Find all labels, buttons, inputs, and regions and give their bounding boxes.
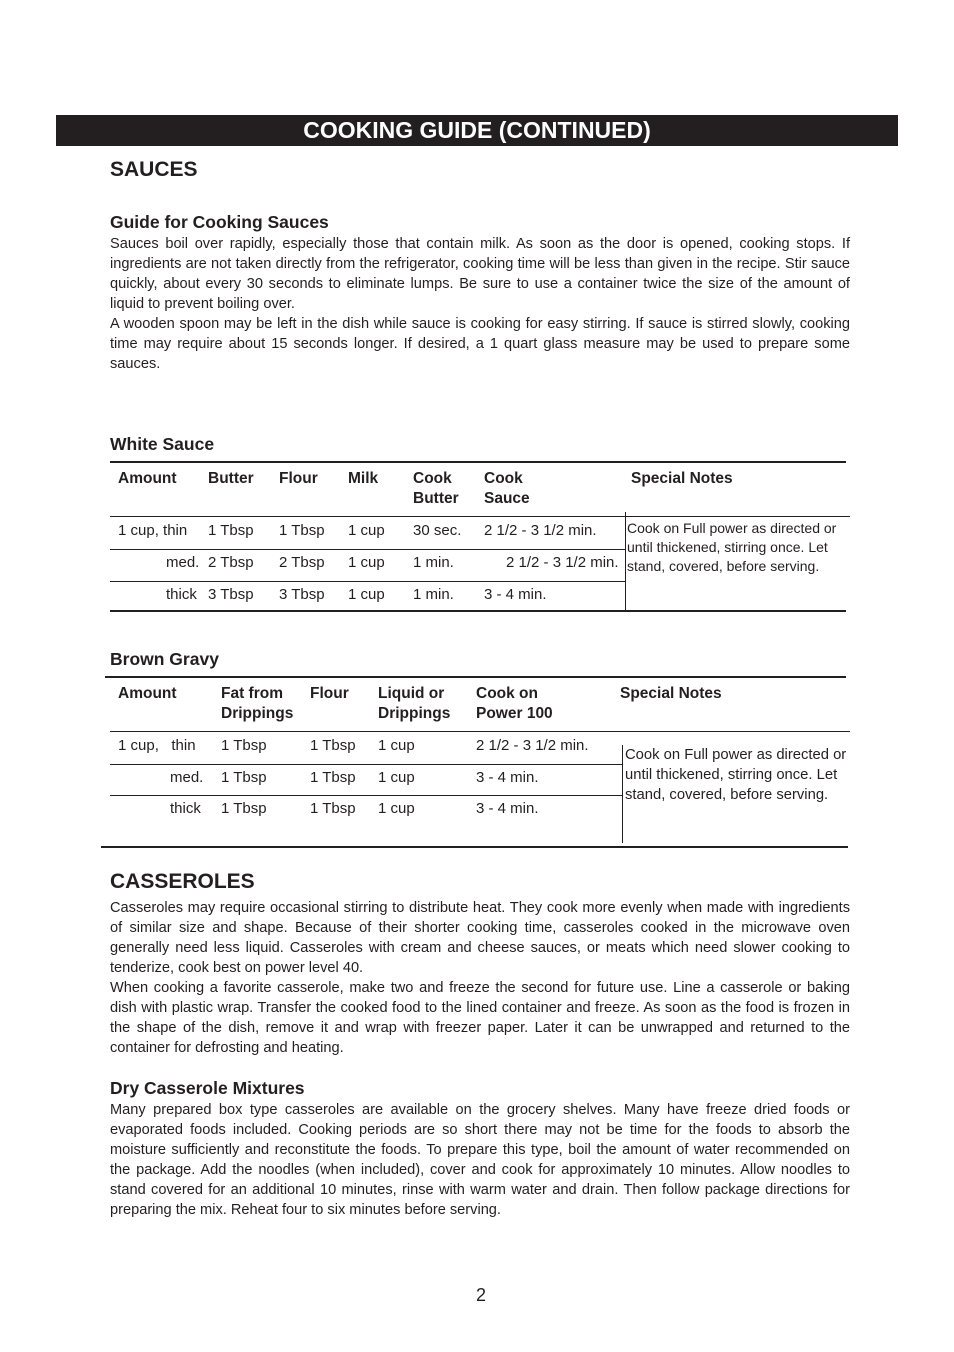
special-notes: Cook on Full power as directed or until thickened, stirring once. Let stand, covered, before serving. xyxy=(625,747,847,803)
paragraph: Many prepared box type casseroles are available on the grocery shelves. Many have freeze dried foods or evaporated foods included. Cooking periods are so short there may not be time for the foods to absorb the moisture sufficiently and reconstitute the foods. To prepare this type, boil the amount of water recommended on the package. Add the noodles (when included), cover and cook for approximately 10 minutes. Allow noodles to stand covered for an additional 10 minutes, rinse with warm water and drain. Then follow package directions for preparing the mix. Reheat four to six minutes before serving. xyxy=(110,1102,850,1218)
column-header: Cook on Power 100 xyxy=(476,685,553,722)
table-cell: 1 Tbsp xyxy=(221,800,267,817)
casseroles-text xyxy=(110,898,850,1058)
table-cell: 1 cup xyxy=(378,769,415,786)
table-cell: 1 min. xyxy=(413,586,454,603)
divider xyxy=(110,549,625,550)
divider xyxy=(110,610,846,612)
table-cell: 1 Tbsp xyxy=(310,800,356,817)
column-header: Flour xyxy=(279,470,318,487)
table-cell: 1 min. xyxy=(413,554,454,571)
table-cell: 1 cup xyxy=(378,800,415,817)
table-cell: 2 1/2 - 3 1/2 min. xyxy=(476,737,589,754)
table-cell: 1 Tbsp xyxy=(208,522,254,539)
column-header: Liquid or Drippings xyxy=(378,685,451,722)
table-cell: 1 cup, thin xyxy=(118,737,196,754)
special-notes: Cook on Full power as directed or until thickened, stirring once. Let stand, covered, before serving. xyxy=(627,520,837,574)
table-cell: 30 sec. xyxy=(413,522,462,539)
table-cell: 1 cup xyxy=(378,737,415,754)
column-header: Milk xyxy=(348,470,379,487)
column-header: Cook Sauce xyxy=(484,470,530,507)
column-header: Flour xyxy=(310,685,349,702)
white-sauce-heading: White Sauce xyxy=(110,434,215,454)
column-header: Cook Butter xyxy=(413,470,459,507)
table-cell: 2 Tbsp xyxy=(208,554,254,571)
divider xyxy=(110,731,850,732)
dry-casserole-text xyxy=(110,1100,850,1220)
page-title: COOKING GUIDE (CONTINUED) xyxy=(56,115,898,146)
divider xyxy=(101,846,848,848)
table-cell: 3 - 4 min. xyxy=(476,769,539,786)
column-header: Amount xyxy=(118,470,177,487)
sauces-guide-text xyxy=(110,234,850,374)
paragraph: Casseroles may require occasional stirring to distribute heat. They cook more evenly when made with ingredients of similar size and shape. Because of their shorter cooking time, casseroles cooked in the microwave oven generally need less liquid. Casseroles with cream and cheese sauces, or meats which need slower cooking to tenderize, cook best on power level 40. xyxy=(110,900,850,976)
divider xyxy=(110,795,622,796)
dry-casserole-heading: Dry Casserole Mixtures xyxy=(110,1078,305,1098)
divider xyxy=(625,512,626,611)
table-cell: 3 Tbsp xyxy=(279,586,325,603)
divider xyxy=(110,764,622,765)
guide-heading: Guide for Cooking Sauces xyxy=(110,212,329,232)
table-cell: 1 cup xyxy=(348,554,385,571)
sauces-heading: SAUCES xyxy=(110,158,198,181)
column-header: Butter xyxy=(208,470,254,487)
casseroles-heading: CASSEROLES xyxy=(110,870,255,893)
table-cell: 2 Tbsp xyxy=(279,554,325,571)
divider xyxy=(110,461,846,463)
table-cell: med. xyxy=(166,554,200,571)
column-header: Amount xyxy=(118,685,177,702)
table-cell: 1 Tbsp xyxy=(310,769,356,786)
table-cell: thick xyxy=(166,586,197,603)
column-header: Fat from Drippings xyxy=(221,685,294,722)
paragraph: When cooking a favorite casserole, make two and freeze the second for future use. Line a casserole or baking dish with plastic wrap. Transfer the cooked food to the lined container and freeze. As soon as the food is frozen in the shape of the dish, remove it and wrap with freezer paper. Later it can be unwrapped and returned to the container for defrosting and heating. xyxy=(110,980,850,1056)
table-cell: 3 - 4 min. xyxy=(484,586,547,603)
table-cell: 1 cup xyxy=(348,522,385,539)
table-cell: 3 Tbsp xyxy=(208,586,254,603)
table-cell: 2 1/2 - 3 1/2 min. xyxy=(484,522,597,539)
page-number: 2 xyxy=(476,1285,487,1305)
divider xyxy=(110,516,850,517)
brown-gravy-heading: Brown Gravy xyxy=(110,649,219,669)
divider xyxy=(622,745,623,843)
table-cell: 1 Tbsp xyxy=(221,737,267,754)
table-cell: 3 - 4 min. xyxy=(476,800,539,817)
table-cell: 1 Tbsp xyxy=(279,522,325,539)
table-cell: 1 Tbsp xyxy=(221,769,267,786)
paragraph: Sauces boil over rapidly, especially those that contain milk. As soon as the door is opened, cooking stops. If ingredients are not taken directly from the refrigerator, cooking time will be less than given in the recipe. Stir sauce quickly, about every 30 seconds to eliminate lumps. Be sure to use a container twice the size of the amount of liquid to prevent boiling over. xyxy=(110,236,850,312)
table-cell: 2 1/2 - 3 1/2 min. xyxy=(506,554,619,571)
table-cell: med. xyxy=(170,769,204,786)
column-header: Special Notes xyxy=(631,470,733,487)
table-cell: 1 Tbsp xyxy=(310,737,356,754)
paragraph: A wooden spoon may be left in the dish while sauce is cooking for easy stirring. If sauce is stirred slowly, cooking time may require about 15 seconds longer. If desired, a 1 quart glass measure may be used to prepare some sauces. xyxy=(110,316,850,372)
column-header: Special Notes xyxy=(620,685,722,702)
table-cell: 1 cup xyxy=(348,586,385,603)
divider xyxy=(105,676,846,678)
divider xyxy=(110,581,625,582)
table-cell: thick xyxy=(170,800,201,817)
table-cell: 1 cup, thin xyxy=(118,522,188,539)
